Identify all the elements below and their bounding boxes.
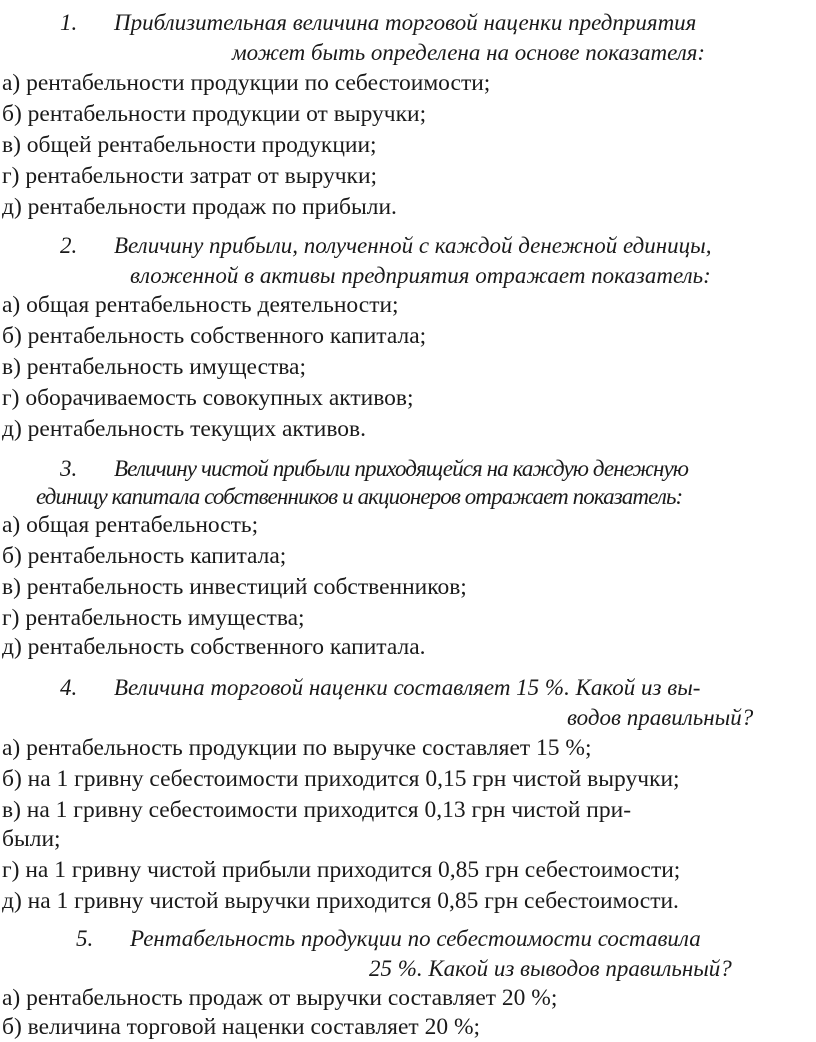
q5-option-b: б) величина торговой наценки составляет 20 %; xyxy=(2,1014,481,1040)
question-2-line-1 xyxy=(60,232,712,260)
q1-option-b: б) рентабельности продукции от выручки; xyxy=(2,101,427,127)
q2-option-e: д) рентабельность текущих активов. xyxy=(2,416,366,442)
q4-option-b: б) на 1 гривну себестоимости приходится 0,15 грн чистой выручки; xyxy=(2,766,680,792)
q3-option-c: в) рентабельность инвестиций собственников; xyxy=(2,574,467,600)
question-1-number: 1. xyxy=(60,10,78,35)
question-4-number: 4. xyxy=(60,675,78,700)
q5-option-a: а) рентабельность продаж от выручки составляет 20 %; xyxy=(2,985,558,1011)
q4-option-c: в) на 1 гривну себестоимости приходится 0,13 грн чистой при- xyxy=(2,797,632,823)
question-5-line-2: 25 %. Какой из выводов правильный? xyxy=(369,956,732,981)
q3-option-a: а) общая рентабельность; xyxy=(2,512,259,538)
question-1-line-1 xyxy=(60,9,696,37)
q2-option-d: г) оборачиваемость совокупных активов; xyxy=(2,385,414,411)
q3-option-b: б) рентабельность капитала; xyxy=(2,543,287,569)
q3-option-e: д) рентабельность собственного капитала. xyxy=(2,634,426,660)
q3-option-d: г) рентабельность имущества; xyxy=(2,605,305,631)
question-4-line-2: водов правильный? xyxy=(567,705,754,730)
q4-option-c-cont: были; xyxy=(2,826,61,852)
question-5-line-1 xyxy=(76,925,701,953)
q2-option-a: а) общая рентабельность деятельности; xyxy=(2,292,399,318)
question-1-text-1: Приблизительная величина торговой наценки предприятия xyxy=(114,10,697,35)
q4-option-a: а) рентабельность продукции по выручке составляет 15 %; xyxy=(2,735,592,761)
q1-option-e: д) рентабельности продаж по прибыли. xyxy=(2,194,397,220)
question-3-number: 3. xyxy=(60,456,78,481)
question-3-line-2: единицу капитала собственников и акционеров отражает показатель: xyxy=(36,484,683,509)
question-1-line-2: может быть определена на основе показателя: xyxy=(232,40,706,65)
q4-option-e: д) на 1 гривну чистой выручки приходится 0,85 грн себестоимости. xyxy=(2,888,679,914)
question-3-text-1: Величину чистой прибыли приходящейся на каждую денежную xyxy=(114,456,689,481)
q2-option-c: в) рентабельность имущества; xyxy=(2,354,307,380)
q4-option-d: г) на 1 гривну чистой прибыли приходится 0,85 грн себестоимости; xyxy=(2,857,681,883)
question-4-line-1 xyxy=(60,674,700,702)
question-3-line-1 xyxy=(60,455,688,483)
question-2-number: 2. xyxy=(60,233,78,258)
question-4-text-1: Величина торговой наценки составляет 15 %. Какой из вы- xyxy=(114,675,701,700)
q1-option-a: а) рентабельности продукции по себестоимости; xyxy=(2,70,491,96)
q1-option-d: г) рентабельности затрат от выручки; xyxy=(2,163,378,189)
question-5-number: 5. xyxy=(76,926,94,951)
q1-option-c: в) общей рентабельности продукции; xyxy=(2,132,377,158)
q2-option-b: б) рентабельность собственного капитала; xyxy=(2,323,427,349)
question-5-text-1: Рентабельность продукции по себестоимости составила xyxy=(130,926,701,951)
question-2-text-1: Величину прибыли, полученной с каждой денежной единицы, xyxy=(114,233,712,258)
question-2-line-2: вложенной в активы предприятия отражает показатель: xyxy=(130,263,711,288)
